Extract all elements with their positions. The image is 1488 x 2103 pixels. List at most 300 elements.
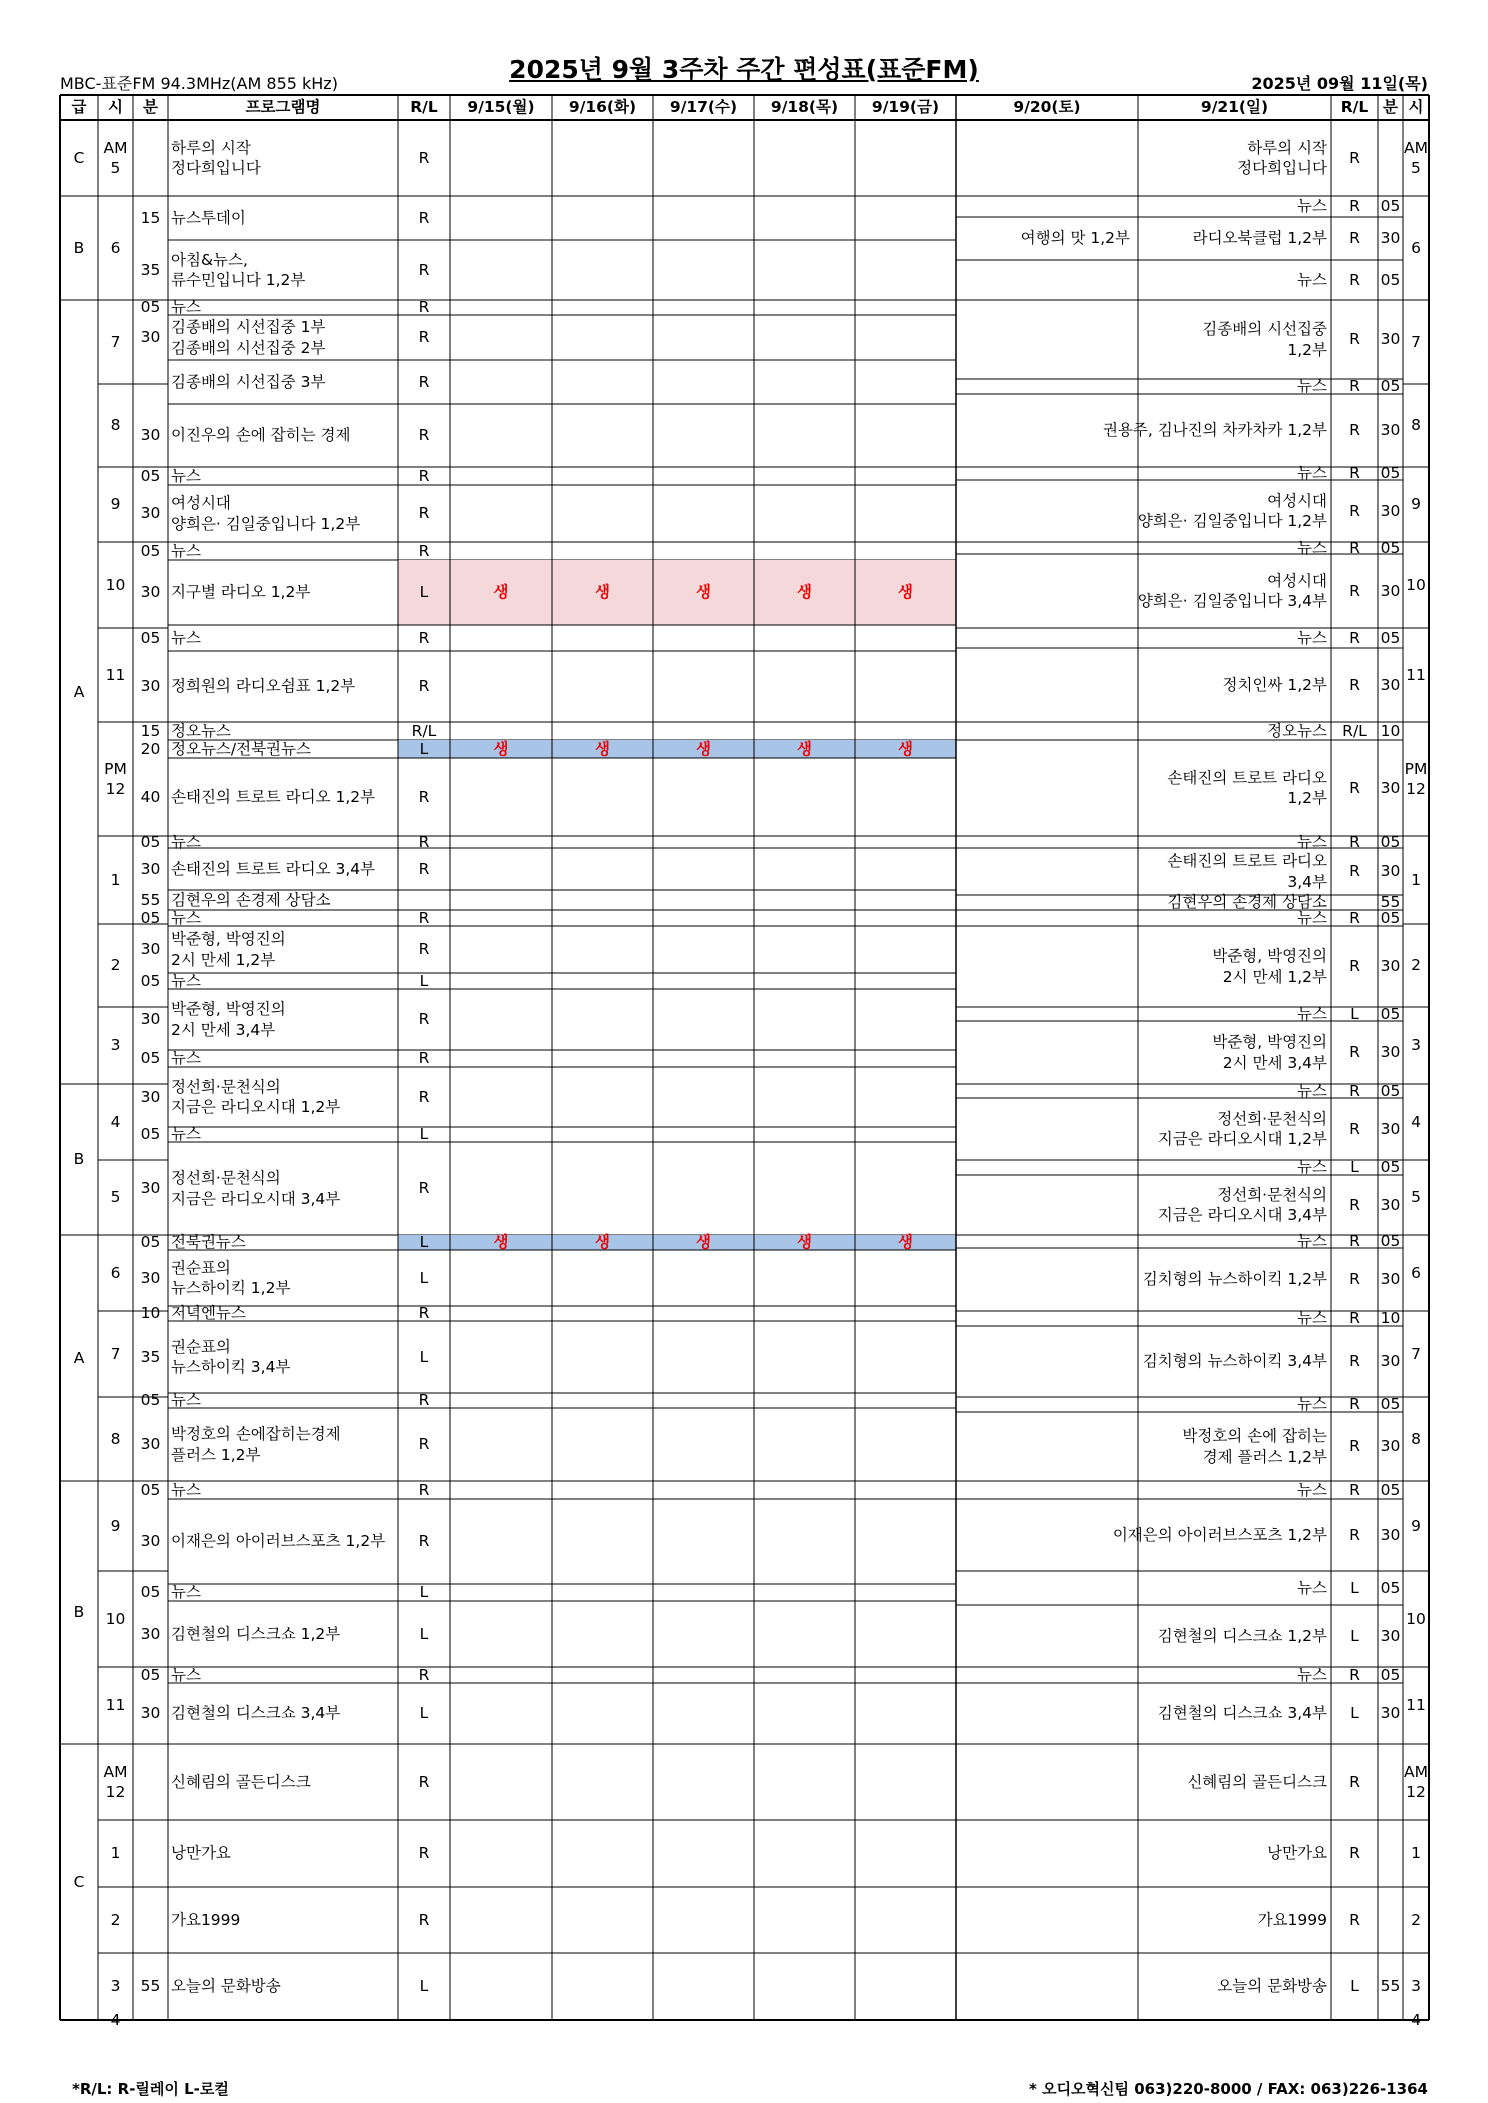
relay-local-weekend: R — [1349, 1232, 1360, 1251]
relay-local: L — [419, 583, 429, 602]
grade: C — [73, 148, 85, 167]
issue-date: 2025년 09월 11일(목) — [1251, 74, 1428, 93]
relay-local: R — [418, 260, 430, 279]
relay-local-weekend: R — [1349, 862, 1360, 881]
hour-left: 8 — [110, 416, 121, 435]
minute: 30 — [140, 1179, 161, 1198]
program-name: 뉴스 — [171, 541, 201, 560]
program-name-weekend: 낭만가요 — [1267, 1844, 1327, 1863]
minute — [133, 1744, 168, 1820]
program-name: 지구별 라디오 1,2부 — [171, 583, 311, 602]
program-name-sat: 여행의 맛 1,2부 — [1020, 229, 1130, 248]
minute: 05 — [140, 971, 161, 990]
minute: 05 — [140, 908, 161, 927]
hour-left: AM 5 — [103, 138, 128, 177]
minute-weekend: 05 — [1380, 1395, 1401, 1414]
relay-local: R — [418, 677, 430, 696]
program-name: 손태진의 트로트 라디오 3,4부 — [171, 859, 376, 878]
program-name: 하루의 시작 정다희입니다 — [171, 138, 261, 177]
hour-left: 4 — [110, 1112, 121, 1131]
program-name-weekend: 뉴스 — [1297, 1232, 1327, 1251]
col-day: 9/15(월) — [467, 98, 535, 117]
program-name: 뉴스 — [171, 628, 201, 647]
live-mark: 생 — [595, 1233, 610, 1252]
program-name-weekend: 뉴스 — [1297, 832, 1327, 851]
minute-weekend: 30 — [1380, 421, 1401, 440]
minute: 30 — [140, 1704, 161, 1723]
hour-right: 7 — [1411, 1344, 1421, 1363]
minute — [133, 120, 168, 196]
live-mark: 생 — [696, 1233, 711, 1252]
minute: 05 — [140, 1480, 161, 1499]
contact-info: * 오디오혁신팀 063)220-8000 / FAX: 063)226-1364 — [1029, 2080, 1428, 2098]
minute: 05 — [140, 832, 161, 851]
live-mark: 생 — [493, 1233, 509, 1252]
hour-right: 1 — [1411, 1844, 1421, 1863]
program-name-weekend: 뉴스 — [1297, 1004, 1327, 1023]
hour-right: 11 — [1406, 665, 1426, 684]
program-name: 손태진의 트로트 라디오 1,2부 — [171, 787, 376, 806]
grade: C — [73, 1872, 85, 1891]
minute: 05 — [140, 1391, 161, 1410]
relay-local-weekend: R — [1349, 464, 1360, 483]
program-name-weekend: 정선희·문천식의 지금은 라디오시대 1,2부 — [1157, 1109, 1327, 1148]
relay-local: R/L — [411, 721, 437, 740]
program-name: 뉴스 — [171, 832, 201, 851]
relay-local-weekend: R — [1349, 1043, 1360, 1062]
minute: 30 — [140, 1435, 161, 1454]
schedule-table: 하루의 시작 정다희입니다 R 15 뉴스투데이 R 35 아침&뉴스, 류수민입니다 1,2부 R 05 뉴스 R 30 김종배의 시선집중 1부 김종배의 시선집중 2부 R 김종배의 시선집중 3부 R 30 이진우의 손에 잡히는 경제 R 05 뉴스 R 30 여성시대 양희은· 김일중입니다 1,2부 R 05 뉴스 R 생 생 생 생 생 30 지구별 라디오 1,2부 L 05 뉴스 R 30 정희원의 라디오쉼표 1,2부 R 15 정오뉴스 R/L 생 생 생 생 생 20 정오뉴스/전북권뉴스 L 40 손태진의 트로트 라디오 1,2부 R 05 뉴스 R 30 손태진의 트로트 라디오 3,4부 R 55 김현우의 손경제 상담소 05 뉴스 R 30 박준형, 박영진의 2시 만세 1,2부 R 05 뉴스 L 30 박준형, 박영진의 2시 만세 3,4부 R 05 뉴스 R 30 정선희·문천식의 지금은 라디오시대 1,2부 R 05 뉴스 L 30 정선희·문천식의 지금은 라디오시대 3,4부 R 생 생 생 생 생 05 전북권뉴스 L 30 권순표의 뉴스하이킥 1,2부 L 10 저녁엔뉴스 R 35 권순표의 뉴스하이킥 3,4부 L 05 뉴스 R 30 박정호의 손에잡히는경제 플러스 1,2부 R 05 뉴스 R 30 이재은의 아이러브스포츠 1,2부 R 05 뉴스 L 30 김현철의 디스크쇼 1,2부 L 05 뉴스 R 30 김현철의 디스크쇼 3,4부 L 신혜림의 골든디스크 R 낭만가요 R 가요1999 R 55 오늘의 문화방송 L 하루의 시작 정다희입니다 R 뉴스 R 05 여행의 맛 1,2부 라디오북클럽 1,2부 R 30 뉴스 R 05 김종배의 시선집중 1,2부 R 30 뉴스 R 05 권용주, 김나진의 차카차카 1,2부 R 30 뉴스 R 05 여성시대 양희은· 김일중입니다 1,2부 R 30 뉴스 R 05 여성시대 양희은· 김일중입니다 3,4부 R 30 뉴스 R 05 정치인싸 1,2부 R 30 정오뉴스 R/L 10 손태진의 트로트 라디오 1,2부 R 30 뉴스 R 05 손태진의 트로트 라디오 3,4부 R 30 김현우의 손경제 상담소 55 뉴스 R 05 박준형, 박영진의 2시 만세 1,2부 R 30 뉴스 L 05 박준형, 박영진의 2시 만세 3,4부 R 30 뉴스 R 05 정선희·문천식의 지금은 라디오시대 1,2부 R 30 뉴스 L 05 정선희·문천식의 지금은 라디오시대 3,4부 R 30 뉴스 R 05 김치형의 뉴스하이킥 1,2부 R 30 뉴스 R 10 김치형의 뉴스하이킥 3,4부 R 30 뉴스 R 05 박정호의 손에 잡히는 경제 플러스 1,2부 R 30 뉴스 R 05 이재은의 아이러브스포츠 1,2부 R 30 뉴스 L 05 김현철의 디스크쇼 1,2부 L 30 뉴스 R 05 김현철의 디스크쇼 3,4부 L 30 신혜림의 골든디스크 R 낭만가요 R 가요1999 R 오늘의 문화방송 L 55 AM 5 AM 5 6 6 7 7 8 8 9 9 10 10 11 11 PM 12 PM 12 1 1 2 2 3 3 4 4 5 5 6 6 7 7 8 8 9 9 10 10 11 11 AM 12 AM 12 1 1 2 2 3 3 4 4 C B A B A B C 급 시 분 프로그램명 R/L 9/15(월) 9/16(화) 9/17(수) 9/18(목) 9/19(금) 9/20(토) 9/21(일) R/L 분 시 — [0, 0, 1488, 2103]
program-name: 뉴스 — [171, 908, 201, 927]
minute-weekend: 05 — [1380, 464, 1401, 483]
program-name: 권순표의 뉴스하이킥 1,2부 — [171, 1258, 291, 1297]
hour-left: 7 — [110, 332, 121, 351]
program-name-weekend: 박준형, 박영진의 2시 만세 1,2부 — [1212, 947, 1327, 986]
program-name-weekend: 뉴스 — [1297, 1081, 1327, 1100]
hour-right: AM 5 — [1404, 138, 1428, 177]
relay-local: R — [418, 908, 430, 927]
program-name-sun: 라디오북클럽 1,2부 — [1192, 229, 1327, 248]
program-name-weekend: 뉴스 — [1297, 1480, 1327, 1499]
minute-weekend: 30 — [1380, 229, 1401, 248]
program-name-weekend: 뉴스 — [1297, 1309, 1327, 1328]
program-name-weekend: 오늘의 문화방송 — [1217, 1977, 1327, 1996]
minute-weekend: 30 — [1380, 862, 1401, 881]
relay-local-weekend: R — [1349, 270, 1360, 289]
relay-local-weekend: L — [1350, 1977, 1359, 1996]
minute: 05 — [140, 466, 161, 485]
live-mark: 생 — [797, 583, 812, 602]
grade: B — [73, 1603, 85, 1622]
hour-right: 10 — [1406, 575, 1426, 594]
minute-weekend: 05 — [1380, 1004, 1401, 1023]
minute-weekend: 30 — [1380, 501, 1401, 520]
program-name-weekend: 손태진의 트로트 라디오 3,4부 — [1167, 852, 1327, 891]
hour-left: AM 12 — [103, 1762, 128, 1801]
relay-local: R — [418, 1049, 430, 1068]
minute-weekend — [1378, 1887, 1403, 1953]
document-title: 2025년 9월 3주차 주간 편성표(표준FM) — [509, 55, 979, 84]
minute: 35 — [140, 260, 161, 279]
program-name-weekend: 박준형, 박영진의 2시 만세 3,4부 — [1212, 1033, 1327, 1072]
relay-local-weekend: L — [1350, 1704, 1359, 1723]
relay-local: L — [419, 971, 429, 990]
hour-right: AM 12 — [1404, 1762, 1428, 1801]
hour-left: 3 — [110, 1036, 121, 1055]
relay-local: R — [418, 541, 430, 560]
minute-weekend: 05 — [1380, 1081, 1401, 1100]
hour-right: 7 — [1411, 332, 1421, 351]
minute — [133, 1887, 168, 1953]
hour-right: 2 — [1411, 1910, 1421, 1929]
program-name: 뉴스투데이 — [171, 208, 246, 227]
program-name-weekend: 김현우의 손경제 상담소 — [1167, 893, 1327, 912]
program-name-weekend: 박정호의 손에 잡히는 경제 플러스 1,2부 — [1182, 1427, 1327, 1466]
minute: 05 — [140, 298, 161, 317]
program-name: 권순표의 뉴스하이킥 3,4부 — [171, 1337, 291, 1376]
relay-local: L — [419, 1233, 429, 1252]
minute-weekend: 30 — [1380, 581, 1401, 600]
minute: 55 — [140, 890, 161, 909]
col-minute: 분 — [143, 98, 158, 117]
col-program: 프로그램명 — [245, 98, 321, 117]
program-name-weekend: 정선희·문천식의 지금은 라디오시대 3,4부 — [1157, 1185, 1327, 1224]
program-name: 뉴스 — [171, 1125, 201, 1144]
relay-local: R — [418, 628, 430, 647]
relay-local: R — [418, 148, 430, 167]
minute: 05 — [140, 1233, 161, 1252]
program-name-weekend: 정치인싸 1,2부 — [1222, 675, 1327, 694]
program-name: 뉴스 — [171, 466, 201, 485]
live-mark: 생 — [493, 583, 509, 602]
live-mark: 생 — [595, 739, 610, 758]
live-mark: 생 — [493, 739, 509, 758]
relay-local: L — [419, 1125, 429, 1144]
relay-local: L — [419, 739, 429, 758]
program-name: 정선희·문천식의 지금은 라디오시대 1,2부 — [171, 1077, 341, 1116]
minute: 05 — [140, 1125, 161, 1144]
program-name-weekend: 하루의 시작 정다희입니다 — [1237, 138, 1327, 177]
program-name: 뉴스 — [171, 298, 201, 317]
minute-weekend: 05 — [1380, 377, 1401, 396]
col-grade: 급 — [71, 98, 87, 117]
col-day: 9/16(화) — [568, 98, 637, 117]
relay-local-weekend: L — [1350, 1158, 1359, 1177]
relay-local: R — [418, 208, 430, 227]
program-name-weekend: 여성시대 양희은· 김일중입니다 1,2부 — [1137, 491, 1327, 530]
program-name-weekend: 권용주, 김나진의 차카차카 1,2부 — [1102, 421, 1327, 440]
hour-right: 3 — [1411, 1036, 1421, 1055]
live-mark: 생 — [898, 739, 913, 758]
minute-weekend: 05 — [1380, 1665, 1401, 1684]
relay-local-weekend: R — [1349, 538, 1360, 557]
minute: 30 — [140, 940, 161, 959]
col-sat: 9/20(토) — [1013, 98, 1081, 117]
minute: 05 — [140, 628, 161, 647]
hour-right: 11 — [1406, 1696, 1426, 1715]
minute-weekend: 55 — [1380, 893, 1401, 912]
hour-right: 4 — [1411, 1112, 1421, 1131]
hour-right: 9 — [1411, 495, 1421, 514]
minute-weekend: 05 — [1380, 1480, 1401, 1499]
minute-weekend: 55 — [1380, 1977, 1401, 1996]
program-name-weekend: 여성시대 양희은· 김일중입니다 3,4부 — [1137, 571, 1327, 610]
relay-local-weekend: R — [1349, 1270, 1360, 1289]
relay-local-weekend: R — [1349, 1195, 1360, 1214]
live-mark: 생 — [797, 739, 812, 758]
minute: 30 — [140, 677, 161, 696]
minute: 55 — [140, 1977, 161, 1996]
minute-weekend: 30 — [1380, 330, 1401, 349]
minute: 05 — [140, 1049, 161, 1068]
relay-local: R — [418, 1087, 430, 1106]
grade: A — [73, 682, 85, 701]
program-name: 뉴스 — [171, 1049, 201, 1068]
program-name: 뉴스 — [171, 1665, 201, 1684]
relay-local-weekend: R — [1349, 330, 1360, 349]
hour-left: 5 — [110, 1188, 121, 1207]
relay-local: R — [418, 1179, 430, 1198]
program-name: 정오뉴스/전북권뉴스 — [171, 739, 311, 758]
minute-weekend: 05 — [1380, 1158, 1401, 1177]
program-name: 뉴스 — [171, 1480, 201, 1499]
hour-left: 6 — [110, 1263, 121, 1282]
program-name: 저녁엔뉴스 — [171, 1304, 246, 1323]
minute-weekend: 30 — [1380, 1195, 1401, 1214]
relay-local: R — [418, 328, 430, 347]
program-name-weekend: 정오뉴스 — [1267, 721, 1327, 740]
hour-left: 11 — [105, 1696, 126, 1715]
program-name: 뉴스 — [171, 1583, 201, 1602]
relay-local: R — [418, 1532, 430, 1551]
relay-local: R — [418, 1435, 430, 1454]
minute-weekend: 30 — [1380, 1043, 1401, 1062]
relay-local: R — [418, 1304, 430, 1323]
program-name-weekend: 김치형의 뉴스하이킥 1,2부 — [1142, 1270, 1327, 1289]
hour-right: 5 — [1411, 1188, 1421, 1207]
minute: 30 — [140, 1624, 161, 1643]
minute: 10 — [140, 1304, 161, 1323]
program-name: 낭만가요 — [171, 1844, 231, 1863]
relay-local: R — [418, 504, 430, 523]
program-name: 정선희·문천식의 지금은 라디오시대 3,4부 — [171, 1169, 341, 1208]
col-hour-right: 시 — [1408, 98, 1424, 117]
minute: 30 — [140, 504, 161, 523]
program-name: 김현우의 손경제 상담소 — [171, 890, 331, 909]
relay-local-weekend: R — [1349, 1525, 1360, 1544]
program-name-weekend: 김현철의 디스크쇼 1,2부 — [1157, 1626, 1327, 1645]
program-name-weekend: 뉴스 — [1297, 1578, 1327, 1597]
program-name: 오늘의 문화방송 — [171, 1977, 281, 1996]
hour-left: 9 — [110, 495, 121, 514]
minute: 30 — [140, 328, 161, 347]
relay-local-weekend: R — [1349, 1665, 1360, 1684]
relay-local-weekend: R — [1349, 1081, 1360, 1100]
relay-local-weekend: R — [1349, 628, 1360, 647]
live-mark: 생 — [898, 583, 913, 602]
program-name: 정오뉴스 — [171, 721, 231, 740]
grade: A — [73, 1348, 85, 1367]
relay-local: R — [418, 466, 430, 485]
relay-local-weekend: L — [1350, 1578, 1359, 1597]
minute-weekend: 05 — [1380, 832, 1401, 851]
hour-left: 1 — [110, 1844, 121, 1863]
minute: 05 — [140, 1665, 161, 1684]
minute-weekend: 05 — [1380, 1232, 1401, 1251]
minute-weekend: 30 — [1380, 1352, 1401, 1371]
hour-right: 6 — [1411, 1263, 1421, 1282]
relay-local-weekend: R — [1349, 197, 1360, 216]
hour-right: 1 — [1411, 870, 1421, 889]
hour-left: 2 — [110, 1910, 121, 1929]
relay-local-weekend: R — [1349, 778, 1360, 797]
relay-local: L — [419, 1977, 429, 1996]
relay-local: R — [418, 1772, 430, 1791]
program-name-weekend: 뉴스 — [1297, 270, 1327, 289]
program-name: 박준형, 박영진의 2시 만세 1,2부 — [171, 930, 286, 969]
program-name-weekend: 뉴스 — [1297, 628, 1327, 647]
relay-local: L — [419, 1704, 429, 1723]
relay-local-weekend: R — [1349, 501, 1360, 520]
program-name-weekend: 뉴스 — [1297, 197, 1327, 216]
minute: 05 — [140, 1583, 161, 1602]
hour-right: 6 — [1411, 238, 1421, 257]
relay-local: R — [418, 298, 430, 317]
minute: 30 — [140, 1087, 161, 1106]
hour-right: 10 — [1406, 1609, 1426, 1628]
minute-weekend: 30 — [1380, 957, 1401, 976]
program-name: 김현철의 디스크쇼 1,2부 — [171, 1624, 341, 1643]
minute: 30 — [140, 1532, 161, 1551]
station-info: MBC-표준FM 94.3MHz(AM 855 kHz) — [60, 74, 338, 93]
minute-weekend: 05 — [1380, 908, 1401, 927]
live-mark: 생 — [898, 1233, 913, 1252]
grade: B — [73, 238, 85, 257]
program-name: 이진우의 손에 잡히는 경제 — [171, 426, 351, 445]
program-name-weekend: 뉴스 — [1297, 1395, 1327, 1414]
program-name-weekend: 뉴스 — [1297, 1665, 1327, 1684]
minute: 30 — [140, 583, 161, 602]
program-name: 이재은의 아이러브스포츠 1,2부 — [171, 1532, 386, 1551]
relay-local-weekend: R — [1349, 1480, 1360, 1499]
relay-local-weekend: R — [1349, 229, 1360, 248]
hour-right: 8 — [1411, 416, 1421, 435]
minute — [133, 360, 168, 404]
relay-local-weekend: R — [1349, 675, 1360, 694]
minute-weekend: 05 — [1380, 538, 1401, 557]
live-mark: 생 — [696, 583, 711, 602]
relay-local-weekend: R — [1349, 1437, 1360, 1456]
program-name-weekend: 뉴스 — [1297, 464, 1327, 483]
program-name: 뉴스 — [171, 971, 201, 990]
hour-left: 10 — [105, 575, 126, 594]
minute-weekend: 30 — [1380, 1626, 1401, 1645]
program-name-weekend: 신혜림의 골든디스크 — [1187, 1772, 1327, 1791]
program-name-weekend: 김종배의 시선집중 1,2부 — [1202, 320, 1327, 359]
relay-local: L — [419, 1583, 429, 1602]
relay-local: R — [418, 1480, 430, 1499]
live-mark: 생 — [595, 583, 610, 602]
live-mark: 생 — [797, 1233, 812, 1252]
hour-left: 8 — [110, 1429, 121, 1448]
relay-local: R — [418, 859, 430, 878]
program-name: 박준형, 박영진의 2시 만세 3,4부 — [171, 1000, 286, 1039]
program-name: 박정호의 손에잡히는경제 플러스 1,2부 — [171, 1425, 341, 1464]
relay-local: L — [419, 1624, 429, 1643]
relay-local: R — [418, 940, 430, 959]
hour-left: 6 — [110, 238, 121, 257]
minute: 30 — [140, 1010, 161, 1029]
relay-local: R — [418, 1010, 430, 1029]
program-name: 뉴스 — [171, 1391, 201, 1410]
program-name: 아침&뉴스, 류수민입니다 1,2부 — [171, 250, 306, 289]
relay-local: R — [418, 1665, 430, 1684]
relay-local: R — [418, 787, 430, 806]
minute-weekend: 30 — [1380, 675, 1401, 694]
program-name-weekend: 뉴스 — [1297, 538, 1327, 557]
hour-left: 10 — [105, 1609, 126, 1628]
program-name-weekend: 손태진의 트로트 라디오 1,2부 — [1167, 768, 1327, 807]
minute: 35 — [140, 1347, 161, 1366]
relay-local: R — [418, 372, 430, 391]
program-name: 신혜림의 골든디스크 — [171, 1772, 311, 1791]
hour-left: 9 — [110, 1516, 121, 1535]
program-name: 김종배의 시선집중 1부 김종배의 시선집중 2부 — [171, 318, 326, 357]
hour-right: 2 — [1411, 956, 1421, 975]
hour-left: 3 — [110, 1977, 121, 1996]
relay-local-weekend: R — [1349, 377, 1360, 396]
grade: B — [73, 1150, 85, 1169]
relay-local-weekend: L — [1350, 1004, 1359, 1023]
program-name: 전북권뉴스 — [171, 1233, 246, 1252]
hour-left: 7 — [110, 1344, 121, 1363]
relay-local: R — [418, 832, 430, 851]
minute-weekend: 05 — [1380, 1578, 1401, 1597]
relay-local: R — [418, 1844, 430, 1863]
relay-local: L — [419, 1347, 429, 1366]
minute-weekend: 10 — [1380, 1309, 1401, 1328]
col-day: 9/18(목) — [770, 98, 839, 117]
relay-local: R — [418, 426, 430, 445]
program-name-weekend: 뉴스 — [1297, 908, 1327, 927]
col-rl-right: R/L — [1340, 98, 1369, 117]
relay-local-weekend: L — [1350, 1626, 1359, 1645]
hour-right: 3 — [1411, 1977, 1421, 1996]
relay-local-weekend: R — [1349, 1910, 1360, 1929]
minute-weekend: 05 — [1380, 197, 1401, 216]
minute: 30 — [140, 859, 161, 878]
relay-local: L — [419, 1268, 429, 1287]
program-name-weekend: 김현철의 디스크쇼 3,4부 — [1157, 1704, 1327, 1723]
col-minute-right: 분 — [1383, 98, 1398, 117]
minute-weekend: 30 — [1380, 1437, 1401, 1456]
hour-left: 2 — [110, 956, 121, 975]
relay-local-weekend: R — [1349, 832, 1360, 851]
relay-local-weekend: R — [1349, 581, 1360, 600]
col-day: 9/19(금) — [871, 98, 940, 117]
minute-weekend: 30 — [1380, 1270, 1401, 1289]
relay-local: R — [418, 1391, 430, 1410]
hour-right: 8 — [1411, 1429, 1421, 1448]
col-hour: 시 — [108, 98, 123, 117]
hour-left: PM 12 — [104, 759, 127, 798]
minute: 15 — [140, 208, 161, 227]
minute: 05 — [140, 541, 161, 560]
relay-local-weekend: R — [1349, 1309, 1360, 1328]
relay-local-weekend: R — [1349, 1844, 1360, 1863]
minute: 30 — [140, 426, 161, 445]
col-rl: R/L — [410, 98, 438, 117]
